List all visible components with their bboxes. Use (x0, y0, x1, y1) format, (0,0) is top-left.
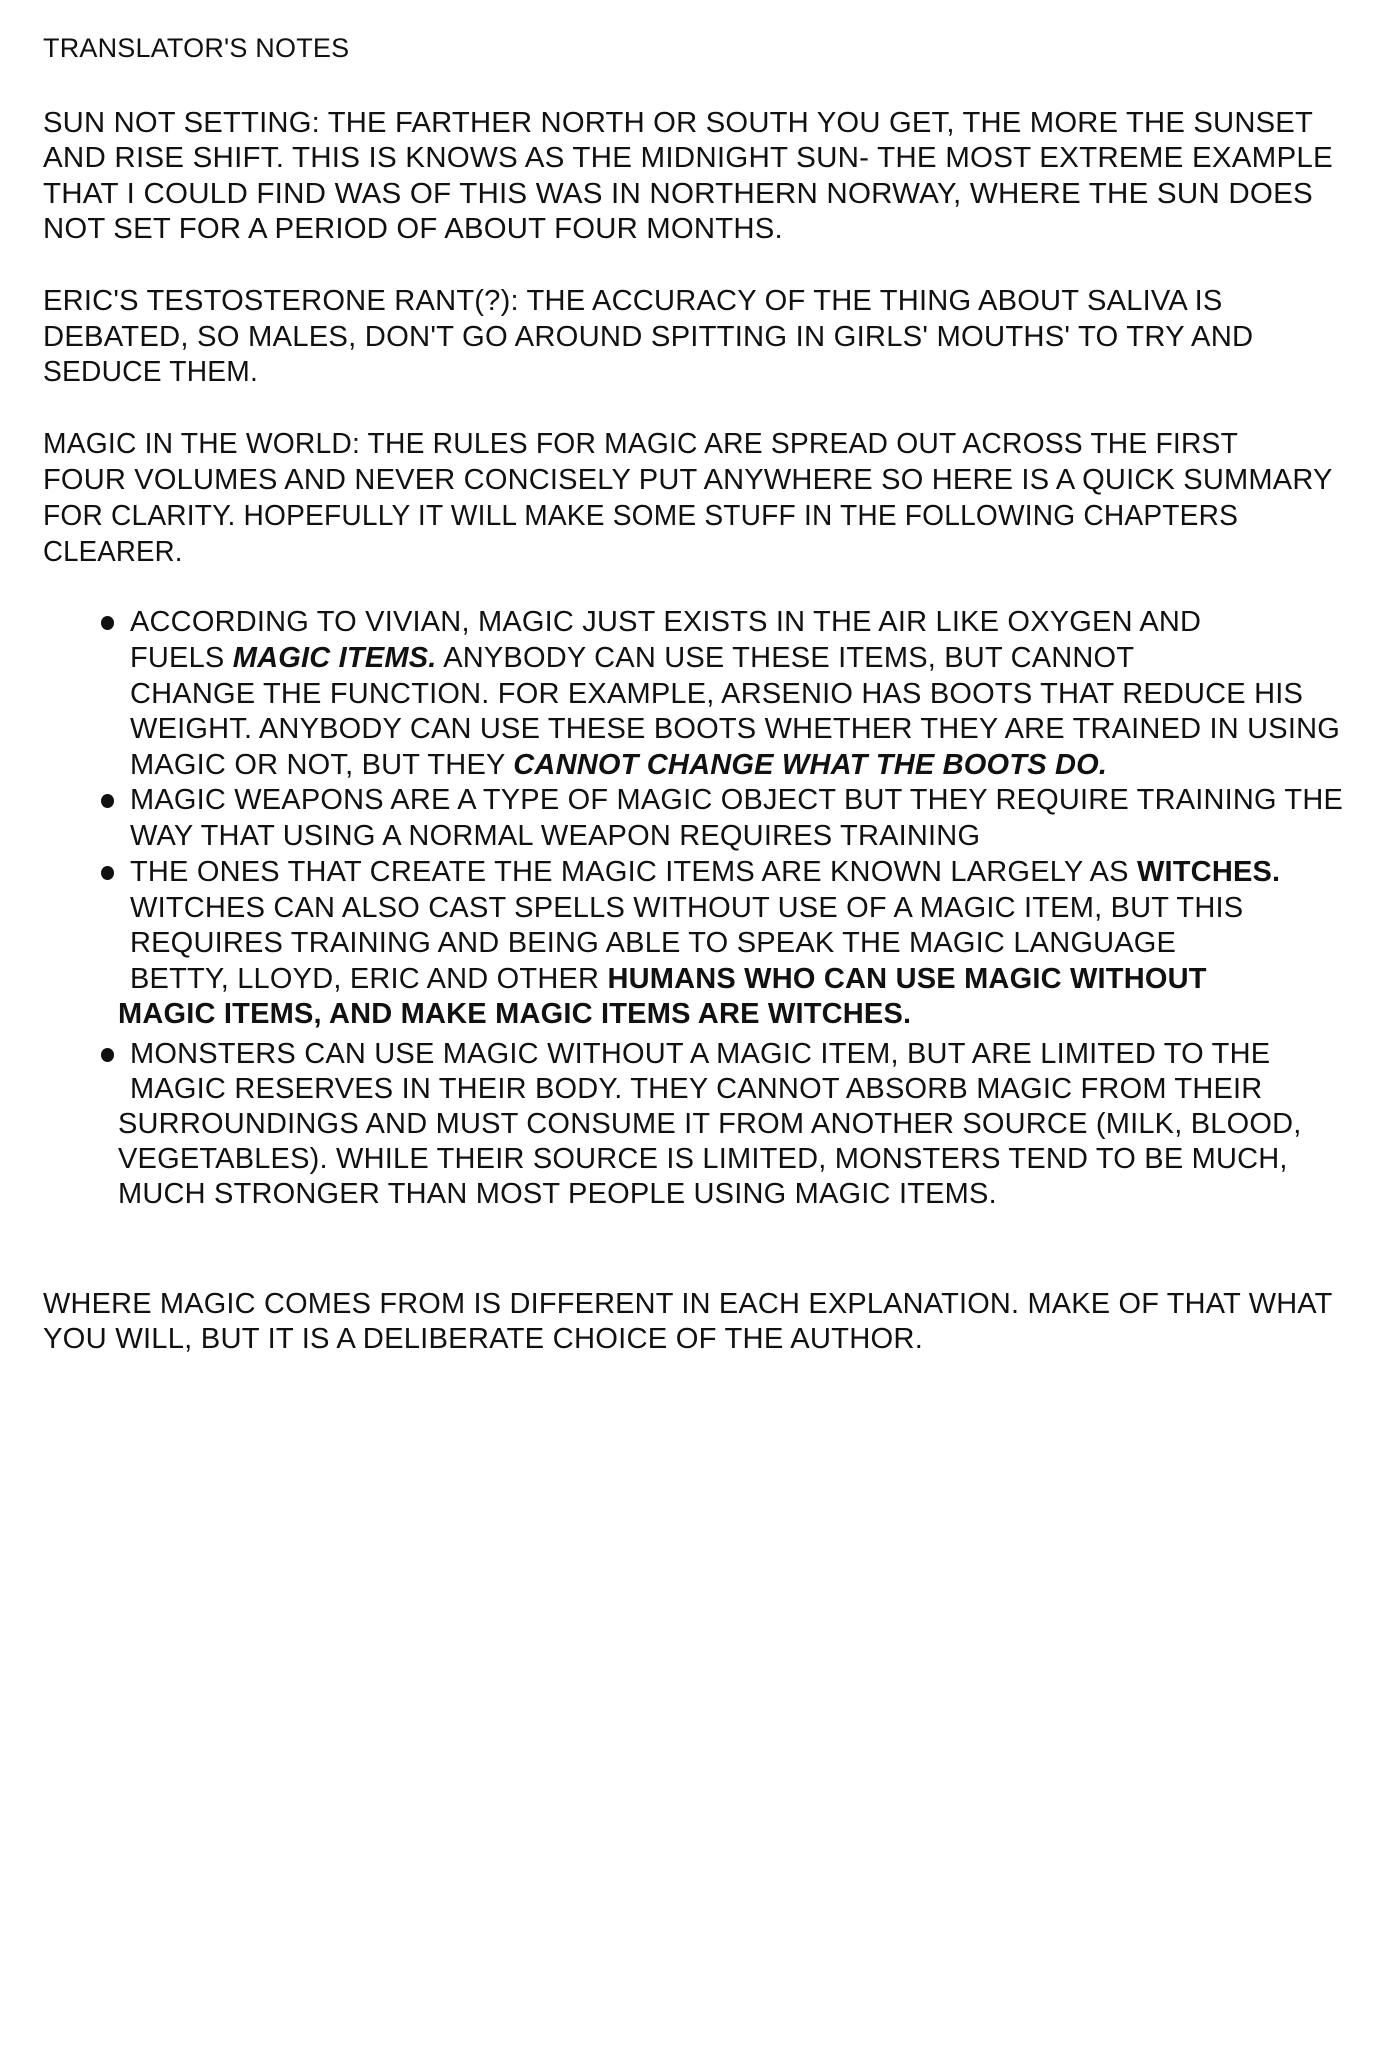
paragraph-line: WHERE MAGIC COMES FROM IS DIFFERENT IN EACH EXPLANATION. MAKE OF THAT WHAT (43, 1288, 1333, 1320)
paragraph-line: THAT I COULD FIND WAS OF THIS WAS IN NORTHERN NORWAY, WHERE THE SUN DOES (43, 178, 1313, 210)
paragraph-line: SEDUCE THEM. (43, 356, 259, 388)
list-line: ACCORDING TO VIVIAN, MAGIC JUST EXISTS IN THE AIR LIKE OXYGEN AND (130, 606, 1202, 638)
paragraph-line: MAGIC IN THE WORLD: THE RULES FOR MAGIC ARE SPREAD OUT ACROSS THE FIRST (43, 428, 1239, 460)
list-line: MONSTERS CAN USE MAGIC WITHOUT A MAGIC ITEM, BUT ARE LIMITED TO THE (130, 1038, 1271, 1070)
paragraph-line: FOR CLARITY. HOPEFULLY IT WILL MAKE SOME STUFF IN THE FOLLOWING CHAPTERS (43, 500, 1239, 532)
list-line: MAGIC OR NOT, BUT THEY CANNOT CHANGE WHAT THE BOOTS DO. (130, 749, 1108, 781)
list-line: MAGIC WEAPONS ARE A TYPE OF MAGIC OBJECT BUT THEY REQUIRE TRAINING THE (130, 784, 1343, 816)
page-title: TRANSLATOR'S NOTES (43, 33, 350, 63)
paragraph-line: NOT SET FOR A PERIOD OF ABOUT FOUR MONTHS. (43, 213, 783, 245)
emphasis-magic-items: MAGIC ITEMS. (232, 642, 437, 674)
list-line: CHANGE THE FUNCTION. FOR EXAMPLE, ARSENIO HAS BOOTS THAT REDUCE HIS (130, 678, 1304, 710)
paragraph-line: SUN NOT SETTING: THE FARTHER NORTH OR SOUTH YOU GET, THE MORE THE SUNSET (43, 107, 1314, 139)
emphasis-cannot-change: CANNOT CHANGE WHAT THE BOOTS DO. (513, 749, 1108, 781)
bullet-icon (101, 1048, 114, 1062)
bullet-icon (101, 794, 114, 808)
paragraph-line: FOUR VOLUMES AND NEVER CONCISELY PUT ANYWHERE SO HERE IS A QUICK SUMMARY (43, 464, 1333, 496)
emphasis-witches: WITCHES. (1136, 856, 1281, 888)
list-line: BETTY, LLOYD, ERIC AND OTHER HUMANS WHO CAN USE MAGIC WITHOUT (130, 963, 1207, 995)
list-line: FUELS MAGIC ITEMS. ANYBODY CAN USE THESE ITEMS, BUT CANNOT (130, 642, 1135, 674)
list-line: MAGIC RESERVES IN THEIR BODY. THEY CANNOT ABSORB MAGIC FROM THEIR (130, 1073, 1263, 1105)
bullet-icon (101, 866, 114, 880)
list-line: MAGIC ITEMS, AND MAKE MAGIC ITEMS ARE WITCHES. (118, 998, 912, 1030)
list-line: WAY THAT USING A NORMAL WEAPON REQUIRES TRAINING (130, 820, 981, 852)
bullet-icon (101, 616, 114, 630)
list-line: REQUIRES TRAINING AND BEING ABLE TO SPEAK THE MAGIC LANGUAGE (130, 927, 1177, 959)
list-line: MUCH STRONGER THAN MOST PEOPLE USING MAGIC ITEMS. (118, 1178, 997, 1210)
paragraph-line: YOU WILL, BUT IT IS A DELIBERATE CHOICE OF THE AUTHOR. (43, 1323, 924, 1355)
paragraph-line: ERIC'S TESTOSTERONE RANT(?): THE ACCURACY OF THE THING ABOUT SALIVA IS (43, 285, 1223, 317)
list-line: SURROUNDINGS AND MUST CONSUME IT FROM ANOTHER SOURCE (MILK, BLOOD, (118, 1108, 1302, 1140)
paragraph-line: CLEARER. (43, 536, 183, 568)
list-line: THE ONES THAT CREATE THE MAGIC ITEMS ARE KNOWN LARGELY AS WITCHES. (130, 856, 1281, 888)
paragraph-line: AND RISE SHIFT. THIS IS KNOWS AS THE MIDNIGHT SUN- THE MOST EXTREME EXAMPLE (43, 142, 1333, 174)
list-line: WITCHES CAN ALSO CAST SPELLS WITHOUT USE OF A MAGIC ITEM, BUT THIS (130, 892, 1244, 924)
list-line: VEGETABLES). WHILE THEIR SOURCE IS LIMITED, MONSTERS TEND TO BE MUCH, (118, 1143, 1288, 1175)
paragraph-line: DEBATED, SO MALES, DON'T GO AROUND SPITTING IN GIRLS' MOUTHS' TO TRY AND (43, 321, 1254, 353)
list-line: WEIGHT. ANYBODY CAN USE THESE BOOTS WHETHER THEY ARE TRAINED IN USING (130, 713, 1341, 745)
emphasis-humans-witches: HUMANS WHO CAN USE MAGIC WITHOUT (607, 963, 1207, 995)
